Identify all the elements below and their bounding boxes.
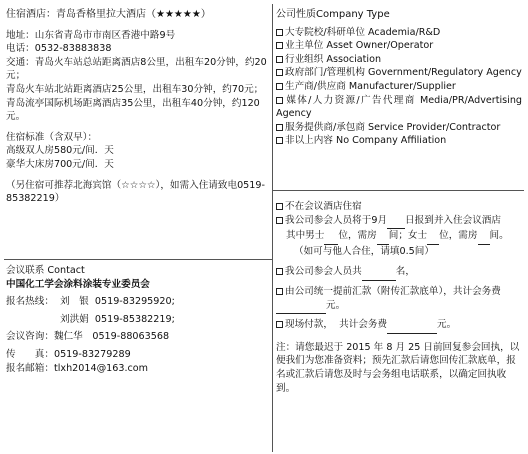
left-horizontal-divider xyxy=(4,259,272,260)
checkbox[interactable] xyxy=(276,42,283,49)
contact-phone: 0519-83295920; xyxy=(94,296,175,308)
female-count-blank[interactable] xyxy=(427,230,439,245)
alt-hotel-note: （另住宿可推荐北海宾馆（☆☆☆☆），如需入住请致电0519-85382219） xyxy=(6,179,265,205)
contact-name: 刘 银 xyxy=(60,296,89,308)
onsite-amount-blank[interactable] xyxy=(387,319,437,334)
organizer-name: 中国化工学会涂料涂装专业委员会 xyxy=(6,278,150,290)
hotel-phone: 电话：0532-83883838 xyxy=(6,43,112,55)
registration-hotline-label: 报名热线： xyxy=(6,296,54,308)
contact-section xyxy=(6,264,268,375)
company-type-option[interactable]: 生产商/供应商 Manufacturer/Supplier xyxy=(276,80,522,94)
checkbox[interactable] xyxy=(276,321,283,328)
rates-title: 住宿标准（含双早）： xyxy=(6,131,98,143)
company-type-option[interactable]: 业主单位 Asset Owner/Operator xyxy=(276,39,522,53)
checkbox[interactable] xyxy=(276,203,283,210)
attendee-count-blank[interactable] xyxy=(362,266,396,281)
contact-header: 会议联系 Contact xyxy=(6,265,85,276)
checkbox[interactable] xyxy=(276,137,283,144)
share-room-note: （如可与他人合住，请填0.5间） xyxy=(294,245,434,257)
checkbox[interactable] xyxy=(276,97,283,104)
company-type-option[interactable]: 行业组织 Association xyxy=(276,53,522,67)
hotel-name: 住宿酒店：青岛香格里拉大酒店（★★★★★） xyxy=(6,9,211,20)
right-horizontal-divider xyxy=(273,190,524,191)
registration-hotline-2 xyxy=(6,313,268,327)
reply-note: 注：请您最迟于 2015 年 8 月 25 日前回复参会回执，以便我们为您准备资料；预先汇款后请您回传汇款底单，报名或汇款后请您及时与会务组电话联系，以确定回执收到。 xyxy=(276,341,520,394)
company-type-option[interactable]: 大专院校/科研单位 Academia/R&D xyxy=(276,26,522,40)
hotel-info-section xyxy=(6,8,268,206)
male-count-blank[interactable] xyxy=(324,230,338,245)
consultation-line: 会议咨询：魏仁华 0519-88063568 xyxy=(6,331,170,343)
company-type-header: 公司性质Company Type xyxy=(276,9,390,20)
registration-form-section xyxy=(276,200,522,395)
hotel-address: 地址：山东省青岛市市南区香港中路9号 xyxy=(6,29,176,41)
checkbox[interactable] xyxy=(276,288,283,295)
checkbox[interactable] xyxy=(276,29,283,36)
checkbox[interactable] xyxy=(276,69,283,76)
fax-line: 传 真：0519-83279289 xyxy=(6,348,131,360)
traffic-airport: 青岛流亭国际机场距离酒店35公里，出租车40分钟，约120元。 xyxy=(6,97,260,123)
company-type-option[interactable]: 非以上内容 No Company Affiliation xyxy=(276,134,522,148)
traffic-train-main: 交通：青岛火车站总站距离酒店8公里，出租车20分钟，约20元； xyxy=(6,56,267,82)
contact-name: 刘洪娟 xyxy=(60,313,89,325)
rate-double-room: 高级双人房580元/间．天 xyxy=(6,145,114,157)
traffic-train-north: 青岛火车站北站距离酒店25公里，出租车30分钟，约70元； xyxy=(6,83,264,95)
checkbox[interactable] xyxy=(276,217,283,224)
contact-phone: 0519-85382219; xyxy=(94,313,175,325)
accommodation-option[interactable]: 我公司参会人员将于9月 日报到并入住会议酒店 xyxy=(276,214,522,230)
transfer-amount-blank[interactable] xyxy=(276,300,326,315)
room-count-line: 其中男士 位，需房 间；女士 位，需房 间。 xyxy=(276,229,522,245)
company-type-section xyxy=(276,8,522,148)
onsite-payment-option[interactable]: 现场付款， 共计会务费 元。 xyxy=(276,318,522,334)
checkbox[interactable] xyxy=(276,56,283,63)
arrival-day-blank[interactable] xyxy=(387,215,405,230)
no-accommodation-option[interactable]: 不在会议酒店住宿 xyxy=(276,200,522,214)
bank-transfer-option[interactable]: 由公司统一提前汇款（附传汇款底单），共计会务费 元。 xyxy=(276,285,522,314)
checkbox[interactable] xyxy=(276,83,283,90)
vertical-divider xyxy=(272,4,273,452)
checkbox[interactable] xyxy=(276,268,283,275)
company-type-option[interactable]: 政府部门/管理机构 Government/Regulatory Agency xyxy=(276,66,522,80)
attendee-count-option[interactable]: 我公司参会人员共 名， xyxy=(276,265,522,281)
company-type-option[interactable]: 媒体/人力资源/广告代理商 Media/PR/Advertising Agency xyxy=(276,94,522,120)
female-rooms-blank[interactable] xyxy=(478,230,490,245)
registration-hotline-1 xyxy=(6,295,268,309)
male-rooms-blank[interactable] xyxy=(377,230,389,245)
email-line[interactable]: 报名邮箱：tlxh2014@163.com xyxy=(6,362,149,374)
rate-king-room: 豪华大床房700元/间．天 xyxy=(6,158,114,170)
company-type-option[interactable]: 服务提供商/承包商 Service Provider/Contractor xyxy=(276,121,522,135)
checkbox[interactable] xyxy=(276,124,283,131)
